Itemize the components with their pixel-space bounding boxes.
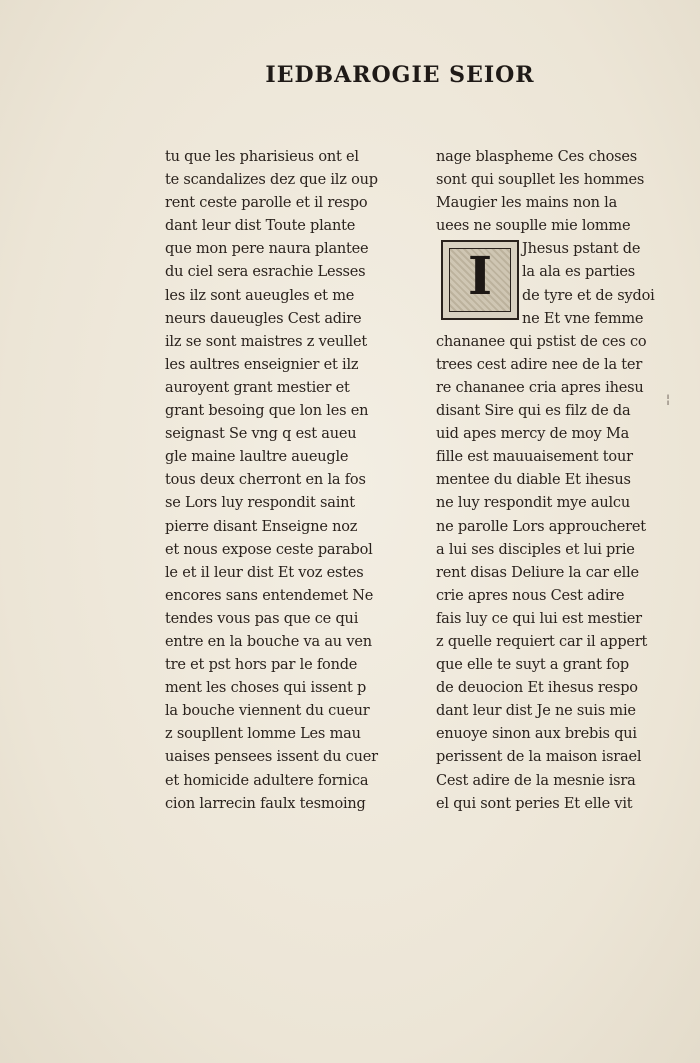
right-column bbox=[436, 146, 676, 816]
text-line: ilz se sont maistres z veullet bbox=[165, 333, 368, 350]
text-line: z soupllent lomme Les mau bbox=[165, 726, 361, 743]
text-line: de deuocion Et ihesus respo bbox=[436, 680, 638, 697]
text-line: mentee du diable Et ihesus bbox=[436, 472, 631, 489]
text-line: dant leur dist Toute plante bbox=[165, 218, 356, 235]
text-line: uees ne souplle mie lomme bbox=[436, 218, 631, 235]
text-line: gle maine laultre aueugle bbox=[165, 449, 349, 466]
text-line: que mon pere naura plantee bbox=[165, 241, 369, 258]
text-line: tendes vous pas que ce qui bbox=[165, 610, 359, 627]
text-line: sont qui soupllet les hommes bbox=[436, 172, 645, 189]
running-head: IEDBAROGIE SEIOR bbox=[265, 62, 535, 88]
initial-letter: I bbox=[467, 246, 493, 307]
text-line: tu que les pharisieus ont el bbox=[165, 149, 359, 165]
text-line: seignast Se vng q est aueu bbox=[165, 426, 357, 443]
text-line: les ilz sont aueugles et me bbox=[165, 287, 355, 304]
text-line: re chananee cria apres ihesu bbox=[436, 379, 644, 396]
text-line: et homicide adultere fornica bbox=[165, 772, 369, 789]
text-line: dant leur dist Je ne suis mie bbox=[436, 703, 636, 720]
text-line: et nous expose ceste parabol bbox=[165, 541, 373, 558]
text-line: rent disas Deliure la car elle bbox=[436, 564, 639, 581]
text-line: ne luy respondit mye aulcu bbox=[436, 495, 630, 512]
text-line: neurs daueugles Cest adire bbox=[165, 310, 362, 327]
text-line: disant Sire qui es filz de da bbox=[436, 403, 631, 420]
text-line: fille est mauuaisement tour bbox=[436, 449, 633, 466]
text-line: que elle te suyt a grant fop bbox=[436, 657, 629, 674]
text-line: ne parolle Lors approucheret bbox=[436, 518, 646, 535]
text-line: les aultres enseignier et ilz bbox=[165, 356, 359, 373]
text-line: grant besoing que lon les en bbox=[165, 403, 369, 420]
text-line: nage blaspheme Ces choses bbox=[436, 149, 637, 165]
text-line: tre et pst hors par le fonde bbox=[165, 657, 358, 674]
text-line: enuoye sinon aux brebis qui bbox=[436, 726, 637, 743]
text-line: auroyent grant mestier et bbox=[165, 379, 350, 396]
text-line: du ciel sera esrachie Lesses bbox=[165, 264, 366, 281]
text-line: uaises pensees issent du cuer bbox=[165, 749, 378, 766]
text-line: rent ceste parolle et il respo bbox=[165, 195, 368, 212]
margin-mark: ¦ bbox=[666, 392, 671, 406]
text-line: cion larrecin faulx tesmoing bbox=[165, 795, 366, 812]
text-line: se Lors luy respondit saint bbox=[165, 495, 355, 512]
text-line: te scandalizes dez que ilz oup bbox=[165, 172, 378, 189]
left-column bbox=[165, 146, 405, 816]
text-line: chananee qui pstist de ces co bbox=[436, 333, 647, 350]
text-line: la ala es parties bbox=[522, 264, 636, 281]
text-line: tous deux cherront en la fos bbox=[165, 472, 366, 489]
text-line: uid apes mercy de moy Ma bbox=[436, 426, 630, 443]
text-line: la bouche viennent du cueur bbox=[165, 703, 370, 720]
text-line: el qui sont peries Et elle vit bbox=[436, 795, 633, 812]
text-line: Cest adire de la mesnie isra bbox=[436, 772, 636, 789]
text-line: le et il leur dist Et voz estes bbox=[165, 564, 364, 581]
text-line: Maugier les mains non la bbox=[436, 195, 618, 212]
text-line: de tyre et de sydoi bbox=[522, 287, 655, 304]
text-line: ne Et vne femme bbox=[522, 310, 644, 327]
text-line: pierre disant Enseigne noz bbox=[165, 518, 358, 535]
text-line: Jhesus pstant de bbox=[522, 241, 641, 258]
text-line: z quelle requiert car il appert bbox=[436, 633, 648, 650]
text-line: crie apres nous Cest adire bbox=[436, 587, 625, 604]
text-line: encores sans entendemet Ne bbox=[165, 587, 374, 604]
text-line: a lui ses disciples et lui prie bbox=[436, 541, 635, 558]
text-line: entre en la bouche va au ven bbox=[165, 633, 372, 650]
text-line: perissent de la maison israel bbox=[436, 749, 642, 766]
text-line: ment les choses qui issent p bbox=[165, 680, 367, 697]
text-line: fais luy ce qui lui est mestier bbox=[436, 610, 642, 627]
text-line: trees cest adire nee de la ter bbox=[436, 356, 643, 373]
